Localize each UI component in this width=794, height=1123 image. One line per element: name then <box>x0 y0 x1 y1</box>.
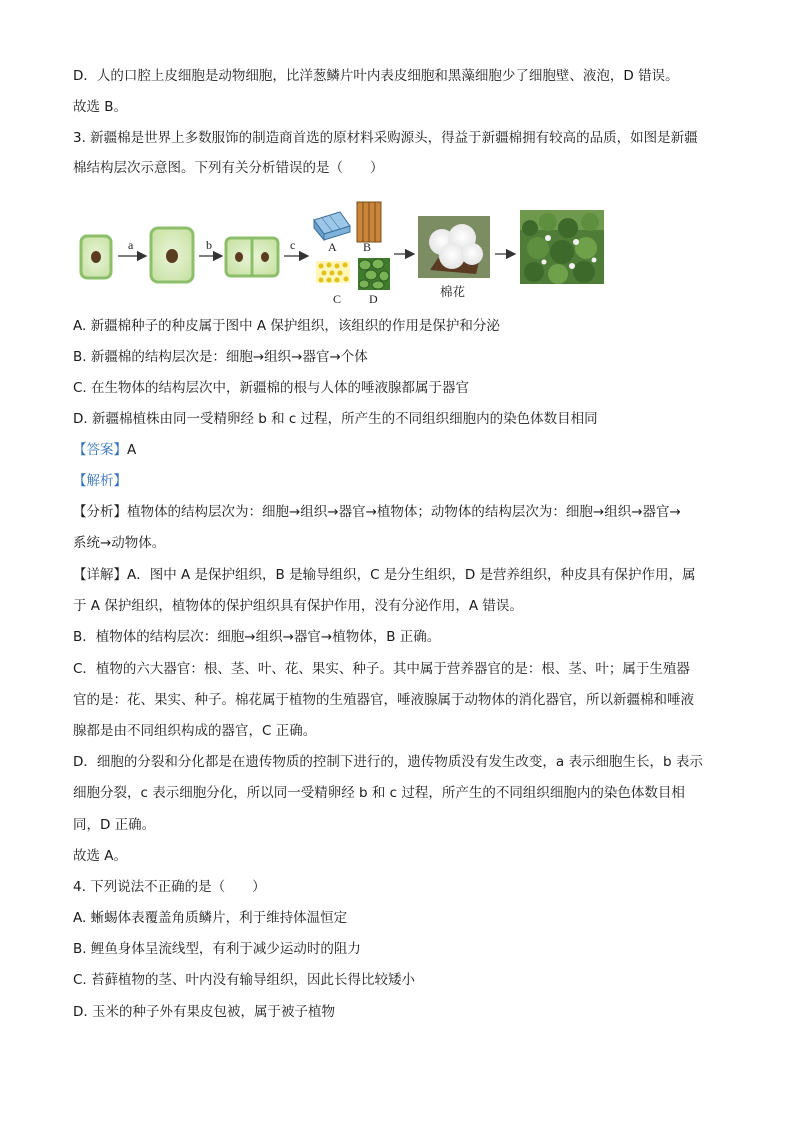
fenxi-line2: 系统→动物体。 <box>73 535 166 551</box>
tissue-label-c: C <box>333 292 342 306</box>
tissue-a-protective <box>314 212 350 240</box>
fenxi-tag: 【分析】 <box>73 504 127 520</box>
cotton-boll-image <box>418 216 490 278</box>
q3-stem-line1: 3. 新疆棉是世界上多数服饰的制造商首选的原材料采购源头，得益于新疆棉拥有较高的品质，如图是新疆 <box>73 130 698 146</box>
answer-line <box>73 440 136 460</box>
xiangjie-d-line3: 同，D 正确。 <box>73 817 156 833</box>
arrow-label-a: a <box>128 238 134 252</box>
cotton-plant-image <box>520 210 604 284</box>
q3-option-c: C. 在生物体的结构层次中，新疆棉的根与人体的唾液腺都属于器官 <box>73 380 470 396</box>
answer-tag: 【答案】 <box>73 442 127 458</box>
tissue-label-a: A <box>328 240 337 254</box>
xiangjie-d-line1: D．细胞的分裂和分化都是在遗传物质的控制下进行的，遗传物质没有发生改变，a 表示细胞生长，b 表示 <box>73 754 703 770</box>
xiangjie-a-text: A．图中 A 是保护组织，B 是输导组织，C 是分生组织，D 是营养组织，种皮具有保护作用，属 <box>127 567 696 583</box>
q3-conclusion: 故选 A。 <box>73 848 128 864</box>
q4-option-b: B. 鲤鱼身体呈流线型，有利于减少运动时的阻力 <box>73 941 361 957</box>
q4-stem: 4. 下列说法不正确的是（ ） <box>73 879 266 895</box>
answer-value: A <box>127 442 137 458</box>
xiangjie-tag: 【详解】 <box>73 567 127 583</box>
xiangjie-c-line1: C．植物的六大器官：根、茎、叶、花、果实、种子。其中属于营养器官的是：根、茎、叶；属于生殖器 <box>73 661 690 677</box>
q4-option-c: C. 苔藓植物的茎、叶内没有输导组织，因此长得比较矮小 <box>73 972 416 988</box>
analysis-tag: 【解析】 <box>73 473 127 489</box>
tissue-b-conducting <box>357 202 381 242</box>
xiangjie-c-line2: 官的是：花、果实、种子。棉花属于植物的生殖器官，唾液腺属于动物体的消化器官，所以新疆棉和唾液 <box>73 692 694 708</box>
tissue-label-d: D <box>369 292 378 306</box>
tissue-c-meristematic <box>316 261 350 283</box>
prev-conclusion: 故选 B。 <box>73 99 128 115</box>
xiangjie-a-line2: 于 A 保护组织，植物体的保护组织具有保护作用，没有分泌作用，A 错误。 <box>73 598 523 614</box>
q3-stem-line2: 棉结构层次示意图。下列有关分析错误的是（ ） <box>73 160 384 176</box>
tissue-label-b: B <box>363 240 372 254</box>
xiangjie-b-line: B．植物体的结构层次：细胞→组织→器官→植物体，B 正确。 <box>73 629 441 645</box>
xiangjie-c-line3: 腺都是由不同组织构成的器官，C 正确。 <box>73 723 317 739</box>
q3-option-a: A. 新疆棉种子的种皮属于图中 A 保护组织，该组织的作用是保护和分泌 <box>73 318 500 334</box>
cotton-structure-figure <box>78 198 608 310</box>
q3-option-d: D. 新疆棉植株由同一受精卵经 b 和 c 过程，所产生的不同组织细胞内的染色体数目相同 <box>73 411 598 427</box>
q4-option-d: D. 玉米的种子外有果皮包被，属于被子植物 <box>73 1004 335 1020</box>
divided-cells <box>226 238 278 276</box>
small-cell <box>81 236 111 278</box>
q3-option-b: B. 新疆棉的结构层次是：细胞→组织→器官→个体 <box>73 349 368 365</box>
arrow-label-b: b <box>206 238 212 252</box>
grown-cell <box>151 228 193 282</box>
q4-option-a: A. 蜥蜴体表覆盖角质鳞片，利于维持体温恒定 <box>73 910 348 926</box>
xiangjie-d-line2: 细胞分裂，c 表示细胞分化，所以同一受精卵经 b 和 c 过程，所产生的不同组织细胞内的染色体数目相 <box>73 785 685 801</box>
prev-option-d: D．人的口腔上皮细胞是动物细胞，比洋葱鳞片叶内表皮细胞和黑藻细胞少了细胞壁、液泡，D 错误。 <box>73 68 679 84</box>
fenxi-text: 植物体的结构层次为：细胞→组织→器官→植物体；动物体的结构层次为：细胞→组织→器官→ <box>127 504 681 520</box>
fenxi-line1 <box>73 502 681 522</box>
arrow-label-c: c <box>290 238 296 252</box>
xiangjie-line1 <box>73 565 696 585</box>
organ-label: 棉花 <box>440 284 466 299</box>
tissue-d-nutritive <box>358 258 390 290</box>
